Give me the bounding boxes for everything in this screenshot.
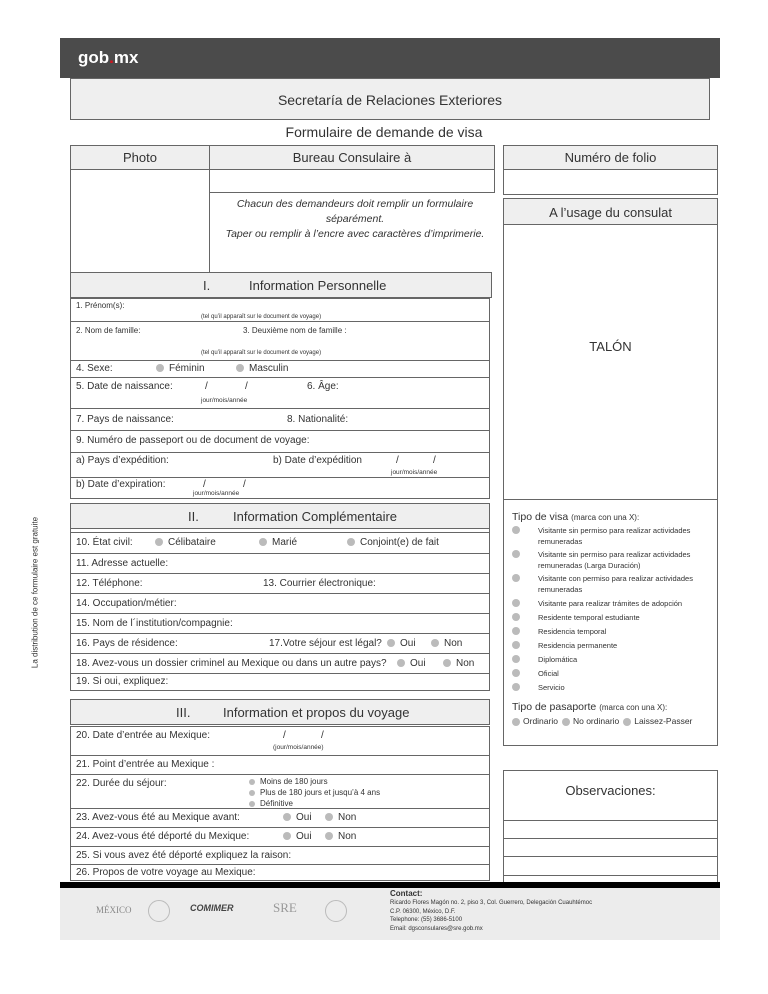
radio-icon (512, 641, 520, 649)
folio-header: Numéro de folio (503, 145, 718, 170)
field-propos[interactable]: 26. Propos de votre voyage au Mexique: (76, 867, 256, 878)
radio-avant-non[interactable]: Non (325, 812, 356, 823)
field-point-entree[interactable]: 21. Point d’entrée au Mexique : (71, 756, 489, 775)
folio-input[interactable] (503, 169, 718, 195)
visa-type-option[interactable]: Oficial (512, 668, 712, 679)
observaciones-line[interactable] (504, 839, 717, 857)
visa-type-option[interactable]: Diplomática (512, 654, 712, 665)
radio-feminin[interactable]: Féminin (156, 363, 205, 374)
radio-icon (512, 627, 520, 635)
field-duree: 22. Durée du séjour: Moins de 180 jours Plus de 180 jours et jusqu’à 4 ans Définitive (71, 775, 489, 809)
radio-icon (512, 550, 520, 558)
radio-avant-oui[interactable]: Oui (283, 812, 312, 823)
radio-icon (512, 669, 520, 677)
visa-type-list (512, 525, 717, 693)
consulat-area (503, 224, 718, 500)
section-2-fields (70, 528, 490, 691)
radio-masculin[interactable]: Masculin (236, 363, 288, 374)
field-passeport[interactable]: 9. Numéro de passeport ou de document de voyage: (71, 431, 489, 453)
contact-block: Contact: Ricardo Flores Magón no. 2, piso 3, Col. Guerrero, Delegación Cuauhtémoc C.P. 06300, México, D.F. Telephone: (55) 3686-5100 Email: dgsconsulares@sre.gob.mx (390, 889, 593, 932)
visa-type-option[interactable]: Residencia temporal (512, 626, 712, 637)
field-deporte: 24. Avez-vous été déporté du Mexique: Oui Non (71, 828, 489, 847)
talon-label: TALÓN (589, 339, 632, 354)
field-expiration[interactable]: b) Date d’expiration: / / jour/mois/année (76, 479, 246, 497)
field-pays-naissance[interactable]: 7. Pays de naissance: 8. Nationalité: (71, 409, 489, 431)
field-raison[interactable]: 25. Si vous avez été déporté expliquez la raison: (71, 847, 489, 865)
passport-type-option[interactable]: No ordinario (562, 716, 619, 726)
visa-type-option[interactable]: Visitante con permiso para realizar actividades remuneradas (512, 573, 712, 595)
radio-criminel-non[interactable]: Non (443, 658, 474, 669)
visa-type-option[interactable]: Residencia permanente (512, 640, 712, 651)
bureau-input[interactable] (209, 169, 495, 193)
instructions: Chacun des demandeurs doit remplir un formulaire séparément. Taper ou remplir à l’encre avec caractères d’imprimerie. (225, 198, 485, 240)
radio-icon (623, 718, 631, 726)
field-avant: 23. Avez-vous été au Mexique avant: Oui Non (71, 809, 489, 828)
header-bar (60, 38, 720, 78)
side-notice: La distribution de ce formulaire est gratuite (30, 516, 40, 669)
radio-celibataire[interactable]: Célibataire (155, 537, 216, 548)
radio-deporte-non[interactable]: Non (325, 831, 356, 842)
field-occupation[interactable]: 14. Occupation/métier: (71, 594, 489, 614)
radio-icon (512, 574, 520, 582)
radio-icon (512, 526, 520, 534)
section-1-header: I. Information Personnelle (70, 272, 492, 298)
radio-duree-definitive[interactable]: Définitive (249, 798, 380, 809)
field-nom[interactable]: 2. Nom de famille: 3. Deuxième nom de famille : (tel qu’il apparaît sur le document de voyage) (71, 322, 489, 361)
radio-duree-plus[interactable]: Plus de 180 jours et jusqu’à 4 ans (249, 787, 380, 798)
comimer-logo: COMIMER (190, 903, 234, 913)
sre-logo: SRE (273, 900, 297, 915)
radio-legal-non[interactable]: Non (431, 638, 462, 649)
radio-icon (512, 683, 520, 691)
field-etat-civil: 10. État civil: Célibataire Marié Conjoint(e) de fait (71, 533, 489, 554)
field-prenom[interactable]: 1. Prénom(s): (tel qu’il apparaît sur le document de voyage) (71, 299, 489, 322)
radio-conjoint[interactable]: Conjoint(e) de fait (347, 537, 439, 548)
radio-deporte-oui[interactable]: Oui (283, 831, 312, 842)
radio-icon (512, 599, 520, 607)
observaciones-label: Observaciones: (565, 783, 656, 798)
seal-icon (325, 900, 347, 922)
section-1-fields (70, 298, 490, 499)
radio-marie[interactable]: Marié (259, 537, 297, 548)
mexico-logo: MÉXICO (96, 905, 132, 915)
field-criminel: 18. Avez-vous un dossier criminel au Mexique ou dans un autre pays? Oui Non (71, 654, 489, 674)
photo-area[interactable] (70, 169, 210, 283)
radio-icon (562, 718, 570, 726)
field-naissance[interactable]: 5. Date de naissance: / / jour/mois/année 6. Âge: (71, 378, 489, 409)
field-date-entree[interactable]: 20. Date d’entrée au Mexique: / / (jour/mois/année) (71, 727, 489, 756)
photo-header: Photo (70, 145, 210, 170)
visa-type-option[interactable]: Visitante para realizar trámites de adopción (512, 598, 712, 609)
section-3-fields (70, 726, 490, 881)
field-telephone[interactable]: 12. Téléphone: 13. Courrier électronique: (71, 574, 489, 594)
radio-duree-moins[interactable]: Moins de 180 jours (249, 776, 380, 787)
field-expedition[interactable]: a) Pays d’expédition: b) Date d’expédition / / jour/mois/année (71, 453, 489, 478)
field-residence[interactable]: 16. Pays de résidence: 17.Votre séjour est légal? Oui Non (71, 634, 489, 654)
form-title: Formulaire de demande de visa (285, 124, 483, 140)
field-adresse[interactable]: 11. Adresse actuelle: (71, 554, 489, 574)
field-sexe: 4. Sexe: Féminin Masculin (71, 361, 489, 378)
visa-type-option[interactable]: Servicio (512, 682, 712, 693)
radio-icon (512, 613, 520, 621)
section-2-header: II. Information Complémentaire (70, 503, 490, 529)
visa-type-option[interactable]: Visitante sin permiso para realizar actividades remuneradas (Larga Duración) (512, 549, 712, 571)
visa-type-option[interactable]: Residente temporal estudiante (512, 612, 712, 623)
observaciones-panel (503, 770, 718, 886)
consulat-header: A l’usage du consulat (503, 198, 718, 225)
visa-type-panel: Tipo de visa (marca con una X): Visitante sin permiso para realizar actividades remuneradas Visitante sin permiso para realizar actividades remuneradas (Larga Duración) Visitante con permiso para realizar actividades remuneradas Visitante para realizar trámites de adopción Residente temporal estudiante Residencia temporal Residencia permanente Diplomática Oficial Servicio Tipo de pasaporte (marca con una X): Ordinario No ordinario Laissez-Passer (503, 500, 718, 746)
passport-type-option[interactable]: Laissez-Passer (623, 716, 692, 726)
section-3-header: III. Information et propos du voyage (70, 699, 490, 725)
ministry-banner: Secretaría de Relaciones Exteriores (70, 78, 710, 120)
radio-icon (512, 718, 520, 726)
observaciones-line[interactable] (504, 820, 717, 839)
radio-legal-oui[interactable]: Oui (387, 638, 416, 649)
field-expliquez[interactable]: 19. Si oui, expliquez: (76, 676, 169, 687)
gob-mx-logo: gob.mx (78, 48, 139, 67)
radio-criminel-oui[interactable]: Oui (397, 658, 426, 669)
field-institution[interactable]: 15. Nom de l´institution/compagnie: (71, 614, 489, 634)
passport-type-option[interactable]: Ordinario (512, 716, 558, 726)
seal-icon (148, 900, 170, 922)
passport-type-list (512, 716, 717, 726)
visa-type-option[interactable]: Visitante sin permiso para realizar actividades remuneradas (512, 525, 712, 547)
bureau-header: Bureau Consulaire à (209, 145, 495, 170)
observaciones-line[interactable] (504, 857, 717, 876)
footer (60, 888, 720, 940)
radio-icon (512, 655, 520, 663)
